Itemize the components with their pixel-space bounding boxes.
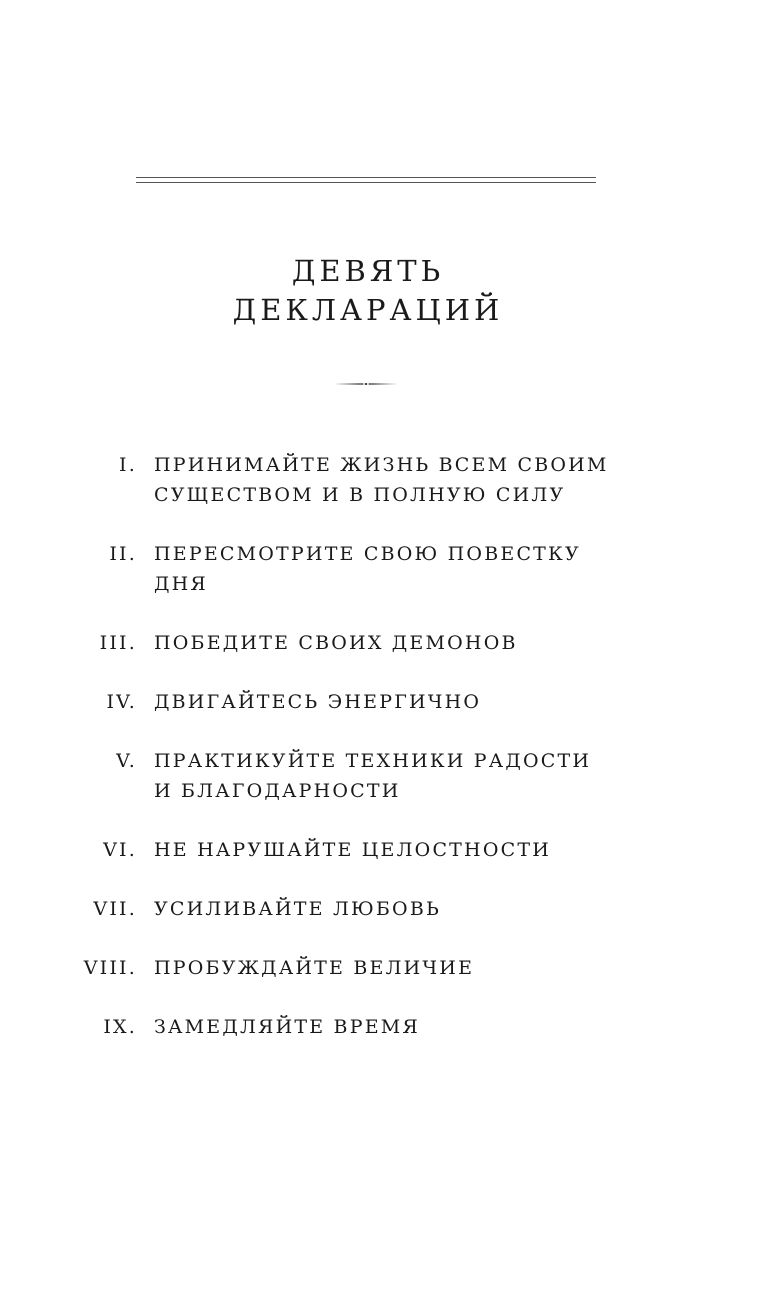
double-rule-divider xyxy=(136,177,596,183)
item-number: VII. xyxy=(93,898,137,920)
item-number: III. xyxy=(99,632,137,654)
list-item xyxy=(0,953,768,1012)
item-text: ПОБЕДИТЕ СВОИХ ДЕМОНОВ xyxy=(154,632,518,654)
item-number: IX. xyxy=(103,1016,137,1038)
ornament-divider-icon xyxy=(334,379,398,389)
item-text: УСИЛИВАЙТЕ ЛЮБОВЬ xyxy=(154,898,441,920)
list-item xyxy=(0,835,768,894)
list-item xyxy=(0,1012,768,1071)
item-text: ПРИНИМАЙТЕ ЖИЗНЬ ВСЕМ СВОИМ СУЩЕСТВОМ И В ПОЛНУЮ СИЛУ xyxy=(154,454,609,506)
item-number: V. xyxy=(116,750,137,772)
item-number: IV. xyxy=(106,691,137,713)
item-text: ПРОБУЖДАЙТЕ ВЕЛИЧИЕ xyxy=(154,957,475,979)
title-line-1: ДЕВЯТЬ xyxy=(291,254,445,288)
item-text: ЗАМЕДЛЯЙТЕ ВРЕМЯ xyxy=(154,1016,420,1038)
list-item xyxy=(0,746,768,835)
item-number: II. xyxy=(109,543,137,565)
item-number: VIII. xyxy=(83,957,137,979)
item-text: ПРАКТИКУЙТЕ ТЕХНИКИ РАДОСТИ И БЛАГОДАРНОСТИ xyxy=(154,750,592,802)
page-title xyxy=(0,252,736,330)
list-item xyxy=(0,539,768,628)
title-line-2: ДЕКЛАРАЦИЙ xyxy=(232,293,504,327)
item-text: ДВИГАЙТЕСЬ ЭНЕРГИЧНО xyxy=(154,691,482,713)
item-number: I. xyxy=(119,454,137,476)
declarations-list xyxy=(0,450,768,1071)
item-text: ПЕРЕСМОТРИТЕ СВОЮ ПОВЕСТКУ ДНЯ xyxy=(154,543,581,595)
list-item xyxy=(0,450,768,539)
list-item xyxy=(0,894,768,953)
item-number: VI. xyxy=(103,839,137,861)
item-text: НЕ НАРУШАЙТЕ ЦЕЛОСТНОСТИ xyxy=(154,839,551,861)
list-item xyxy=(0,687,768,746)
list-item xyxy=(0,628,768,687)
